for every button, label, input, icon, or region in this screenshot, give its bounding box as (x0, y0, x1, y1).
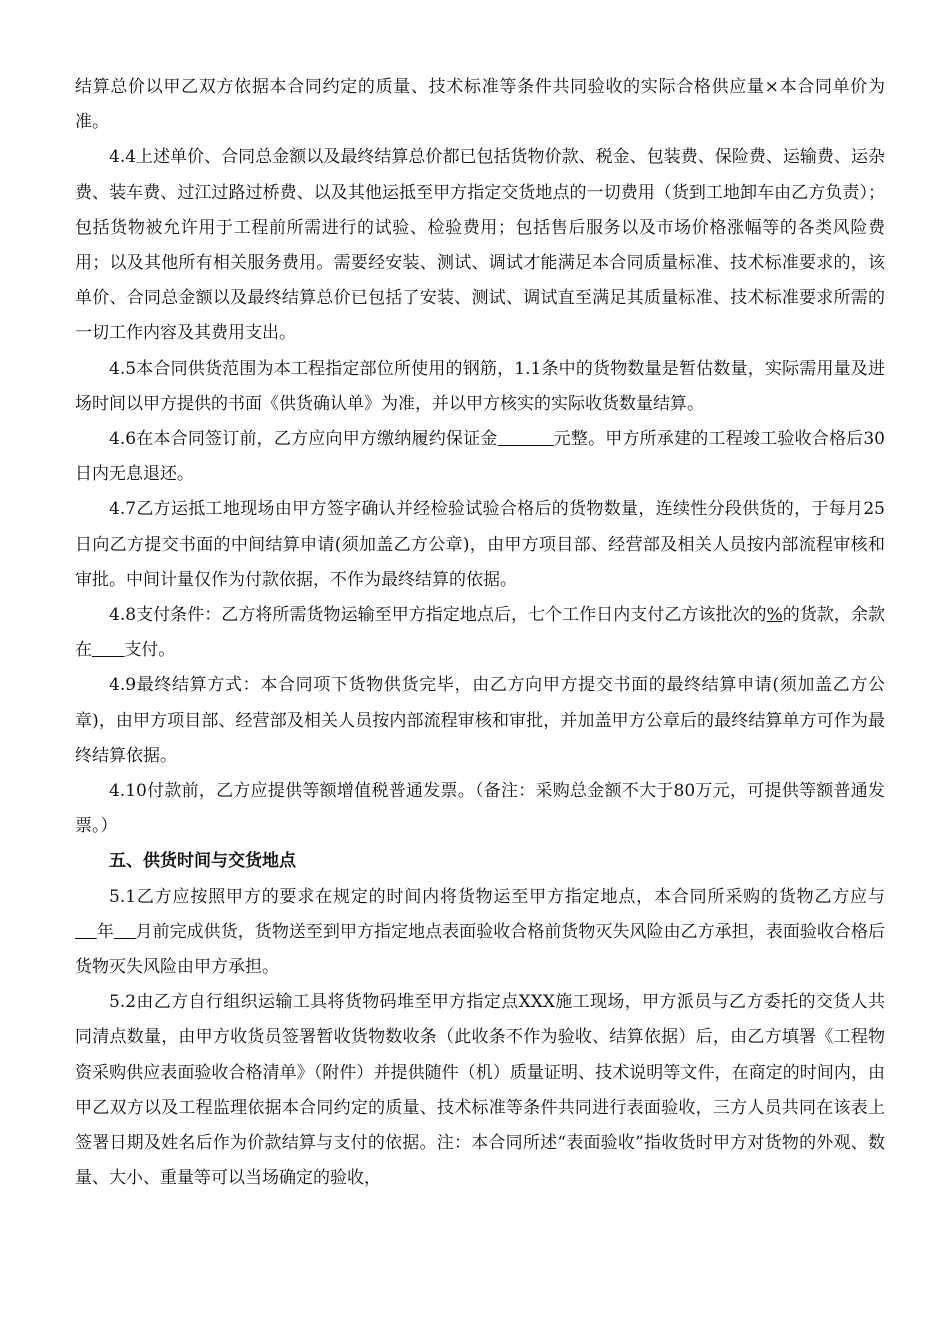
balance-payment-blank[interactable] (92, 640, 124, 660)
section-5-heading: 五、供货时间与交货地点 (109, 851, 296, 872)
delivery-month-blank[interactable] (114, 922, 136, 942)
clause-5-1-text-b: 年 (96, 921, 114, 942)
clause-4-6 (75, 422, 885, 492)
clause-4-5: 4.5本合同供货范围为本工程指定部位所使用的钢筋，1.1条中的货物数量是暂估数量，实际需用量及进场时间以甲方提供的书面《供货确认单》为准，并以甲方核实的实际收货数量结算。 (75, 358, 885, 414)
delivery-year-blank[interactable] (75, 922, 97, 942)
clause-4-8-text-a: 4.8支付条件：乙方将所需货物运输至甲方指定地点后，七个工作日内支付乙方该批次的 (109, 605, 767, 626)
clause-5-1-text-a: 5.1乙方应按照甲方的要求在规定的时间内将货物运至甲方指定地点，本合同所采购的货物乙方应与 (109, 886, 885, 907)
contract-body (75, 70, 885, 1197)
clause-5-2: 5.2由乙方自行组织运输工具将货物码堆至甲方指定点XXX施工现场，甲方派员与乙方委托的交货人共同清点数量，由甲方收货员签署暂收货物数收条（此收条不作为验收、结算依据）后，由乙方填署《工程物资采购供应表面验收合格清单》（附件）并提供随件（机）质量证明、技术说明等文件，在商定的时间内，由甲乙双方以及工程监理依据本合同约定的质量、技术标准等条件共同进行表面验收，三方人员共同在该表上签署日期及姓名后作为价款结算与支付的依据。注：本合同所述“表面验收”指收货时甲方对货物的外观、数量、大小、重量等可以当场确定的验收， (75, 992, 885, 1189)
clause-4-4: 4.4上述单价、合同总金额以及最终结算总价都已包括货物价款、税金、包装费、保险费、运输费、运杂费、装车费、过江过路过桥费、以及其他运抵至甲方指定交货地点的一切费用（货到工地卸车由乙方负责）；包括货物被允许用于工程前所需进行的试验、检验费用；包括售后服务以及市场价格涨幅等的各类风险费用；以及其他所有相关服务费用。需要经安装、测试、调试才能满足本合同质量标准、技术标准要求的，该单价、合同总金额以及最终结算总价已包括了安装、测试、调试直至满足其质量标准、技术标准要求所需的一切工作内容及其费用支出。 (75, 147, 885, 344)
paragraph-settlement-continued: 结算总价以甲乙双方依据本合同约定的质量、技术标准等条件共同验收的实际合格供应量×本合同单价为准。 (75, 77, 885, 133)
clause-4-6-text-a: 4.6在本合同签订前，乙方应向甲方缴纳履约保证金 (109, 429, 498, 450)
clause-4-7: 4.7乙方运抵工地现场由甲方签字确认并经检验试验合格后的货物数量，连续性分段供货的，于每月25日向乙方提交书面的中间结算申请(须加盖乙方公章)，由甲方项目部、经营部及相关人员按内部流程审核和审批。中间计量仅作为付款依据，不作为最终结算的依据。 (75, 499, 885, 590)
deposit-amount-blank[interactable] (498, 429, 554, 449)
clause-4-8-text-b: 的货款，余款在 (75, 605, 885, 661)
clause-4-6-text-b: 元整。甲方所承建的工程竣工验收合格后30日内无息退还。 (75, 429, 885, 485)
clause-4-8-text-c: 支付。 (124, 640, 176, 661)
payment-percent-blank[interactable]: % (766, 605, 783, 626)
clause-4-10: 4.10付款前，乙方应提供等额增值税普通发票。（备注：采购总金额不大于80万元，可提供等额普通发票。） (75, 781, 885, 837)
clause-4-9: 4.9最终结算方式：本合同项下货物供货完毕，由乙方向甲方提交书面的最终结算申请(须加盖乙方公章)，由甲方项目部、经营部及相关人员按内部流程审核和审批，并加盖甲方公章后的最终结算单方可作为最终结算依据。 (75, 675, 885, 766)
clause-5-1 (75, 880, 885, 986)
clause-4-8 (75, 598, 885, 668)
clause-5-1-text-c: 月前完成供货，货物送至到甲方指定地点表面验收合格前货物灭失风险由乙方承担，表面验收合格后货物灭失风险由甲方承担。 (75, 921, 885, 978)
